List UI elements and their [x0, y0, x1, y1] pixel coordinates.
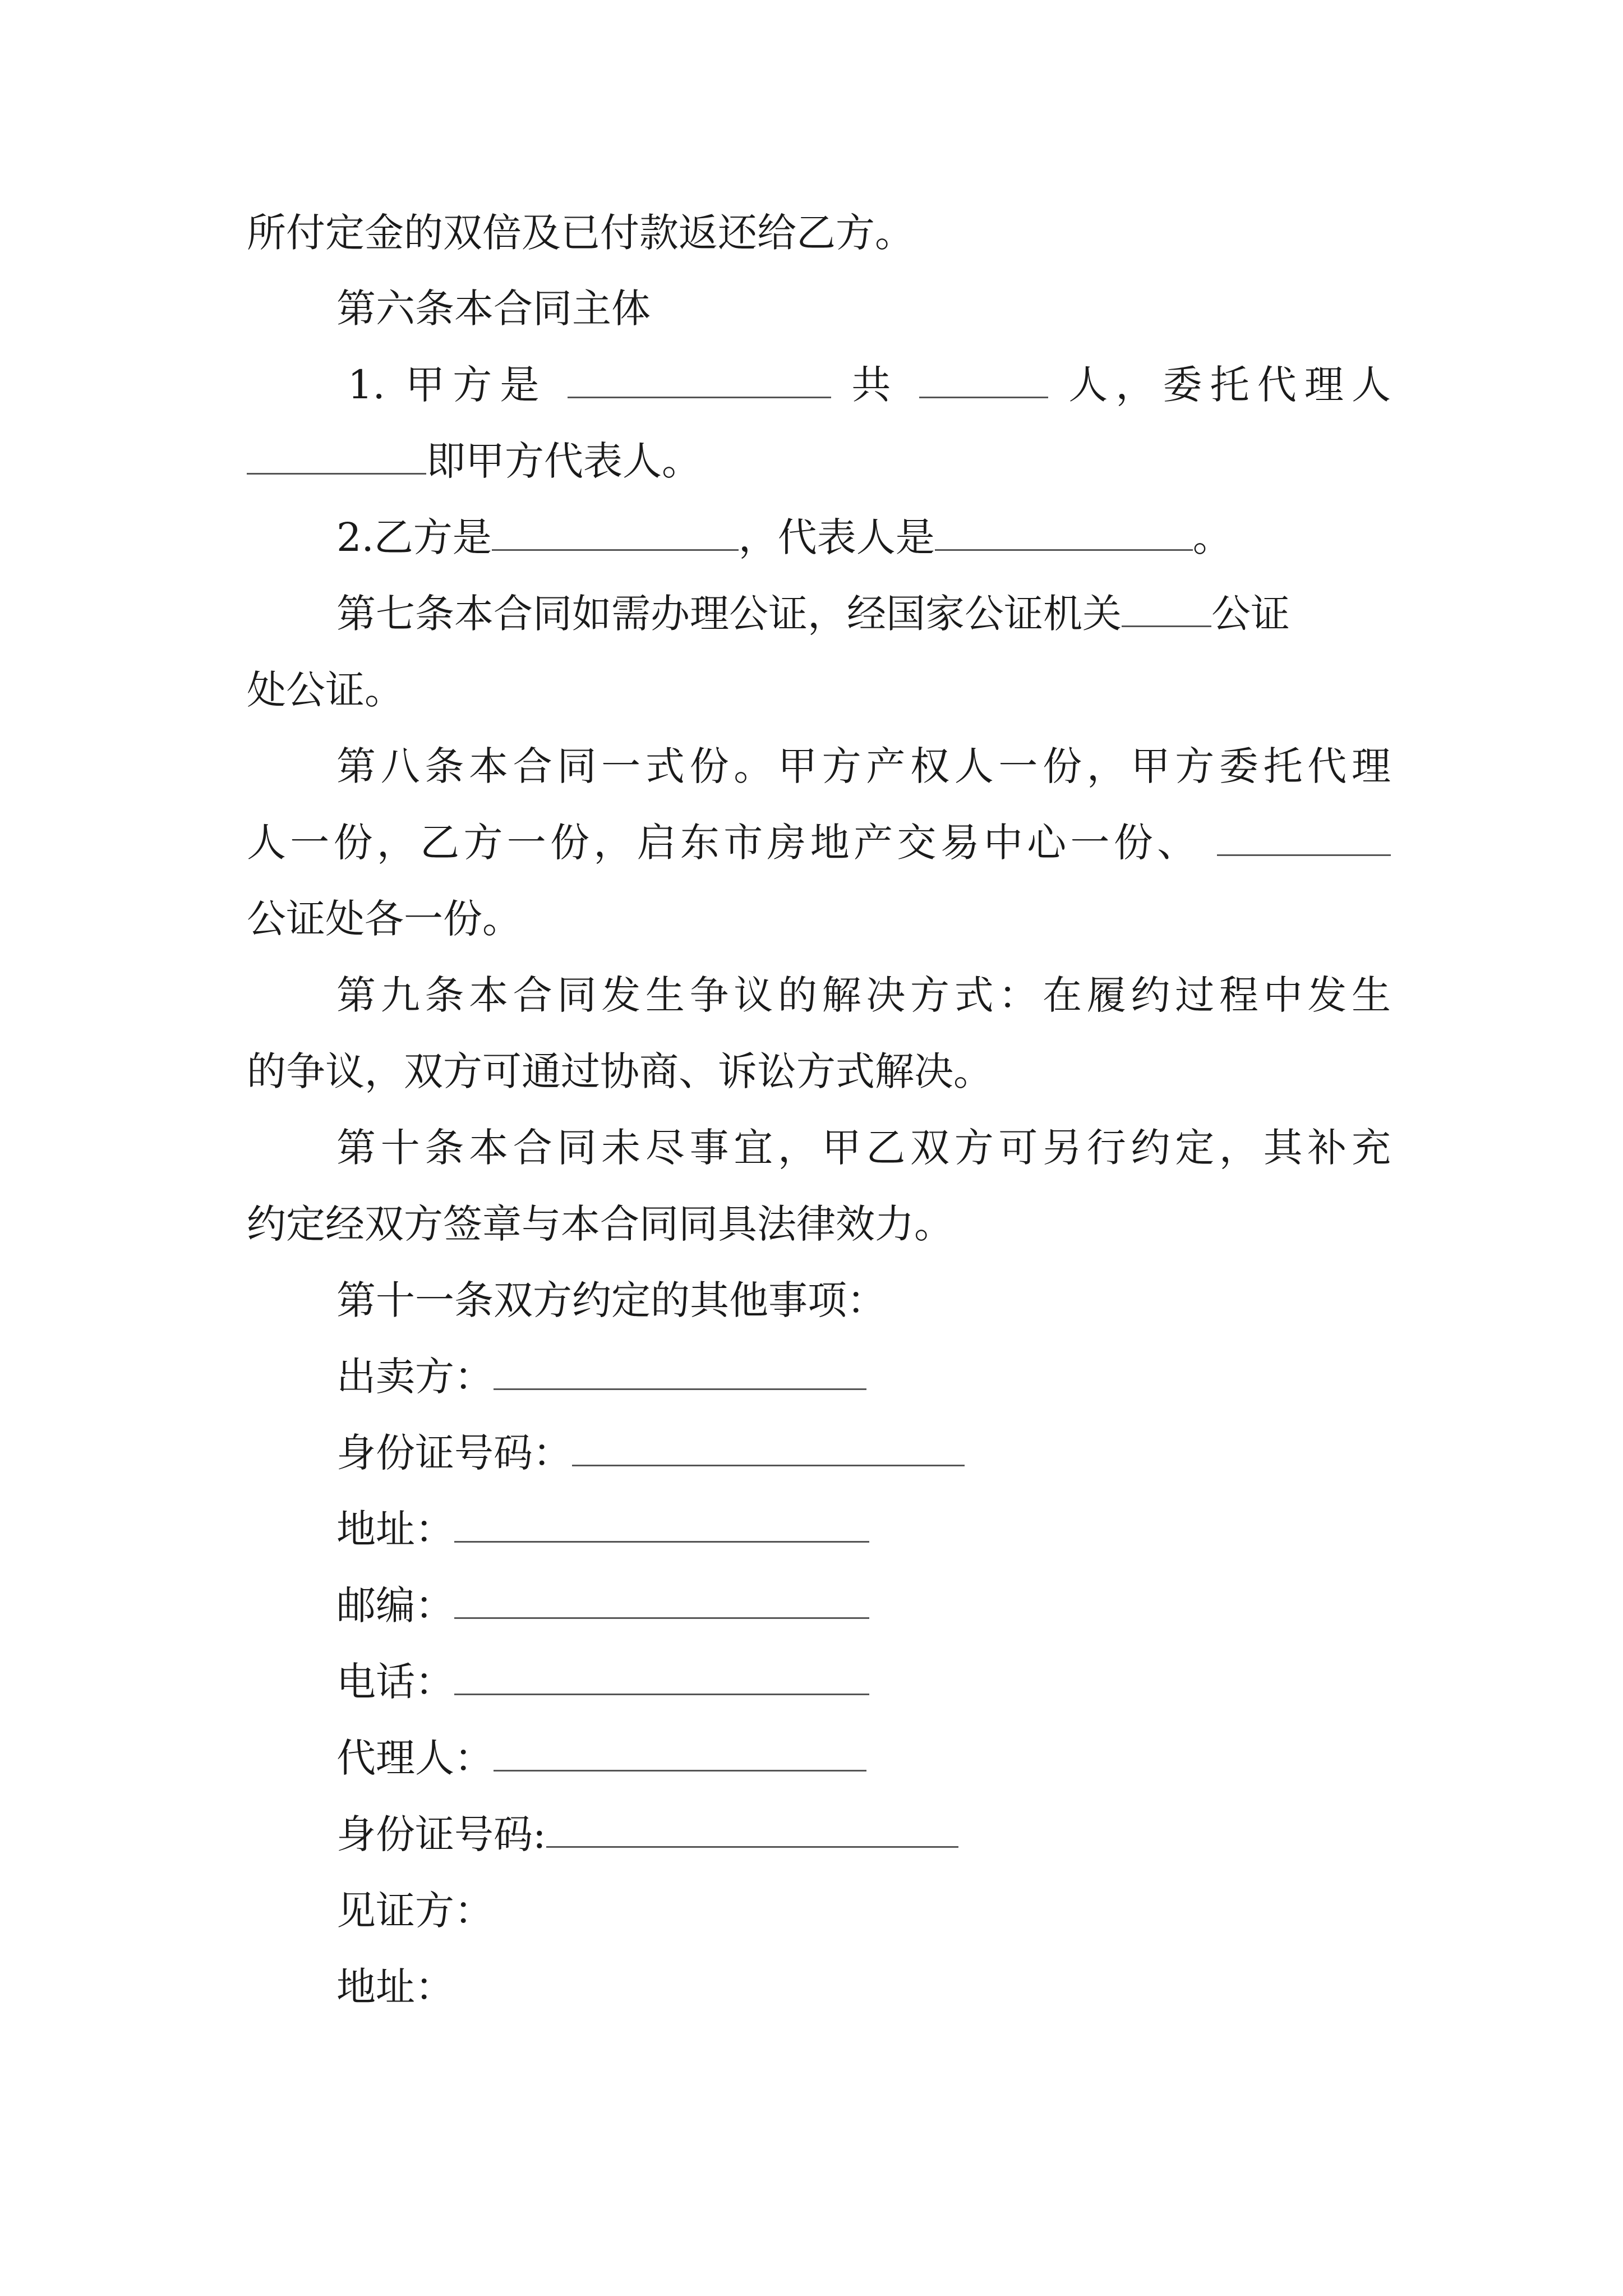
postcode-field: 邮编： [336, 1577, 1391, 1634]
postcode-blank[interactable] [454, 1586, 869, 1619]
notary-name-blank[interactable] [1217, 823, 1391, 856]
text-line-continuation: 所付定金的双倍及已付款返还给乙方。 [247, 210, 914, 256]
article-8-line-3: 公证处各一份。 [247, 896, 522, 942]
agent-blank[interactable] [494, 1738, 866, 1772]
article-10-line-2: 约定经双方签章与本合同同具法律效力。 [247, 1201, 953, 1247]
article-9-line-1: 第九条本合同发生争议的解决方式：在履约过程中发生 [336, 972, 1391, 1018]
seller-blank[interactable] [494, 1357, 866, 1390]
article-8-line-1: 第八条本合同一式份。甲方产权人一份，甲方委托代理 [336, 743, 1391, 789]
article-7: 第七条本合同如需办理公证，经国家公证机关 公证 [336, 591, 1290, 637]
id-number-blank[interactable] [572, 1433, 965, 1466]
article-9-line-2: 的争议，双方可通过协商、诉讼方式解决。 [247, 1048, 993, 1094]
party-a-count-blank[interactable] [919, 365, 1048, 398]
witness-address-field: 地址： [336, 1964, 454, 2010]
article-6-item-1: 1. 甲方是 共 人，委托代理人 [348, 362, 1391, 408]
article-6-item-2: 2.乙方是 ，代表人是 。 [336, 514, 1232, 560]
article-6-item-1-cont: 即甲方代表人。 [247, 433, 1391, 489]
party-a-name-blank[interactable] [568, 365, 831, 398]
notary-office-blank[interactable] [1122, 594, 1211, 627]
address-blank[interactable] [454, 1510, 869, 1543]
address-field: 地址： [336, 1501, 1391, 1557]
article-10-line-1: 第十条本合同未尽事宜，甲乙双方可另行约定，其补充 [336, 1125, 1391, 1171]
article-8-line-2: 人一份，乙方一份，启东市房地产交易中心一份、 [247, 815, 1391, 871]
id-number-field: 身份证号码： [336, 1425, 1391, 1481]
witness-field: 见证方： [336, 1888, 494, 1934]
phone-blank[interactable] [454, 1662, 869, 1695]
article-7-cont: 处公证。 [247, 667, 404, 713]
party-a-agent-blank[interactable] [247, 441, 426, 475]
agent-id-number-blank[interactable] [546, 1815, 958, 1848]
seller-field: 出卖方： [336, 1349, 1391, 1405]
agent-field: 代理人： [336, 1730, 1391, 1786]
phone-field: 电话： [336, 1654, 1391, 1710]
party-b-representative-blank[interactable] [935, 518, 1193, 551]
article-6-heading: 第六条本合同主体 [336, 286, 651, 332]
party-b-name-blank[interactable] [492, 518, 739, 551]
article-11: 第十一条双方约定的其他事项： [336, 1277, 886, 1323]
agent-id-number-field: 身份证号码: [336, 1806, 1391, 1862]
